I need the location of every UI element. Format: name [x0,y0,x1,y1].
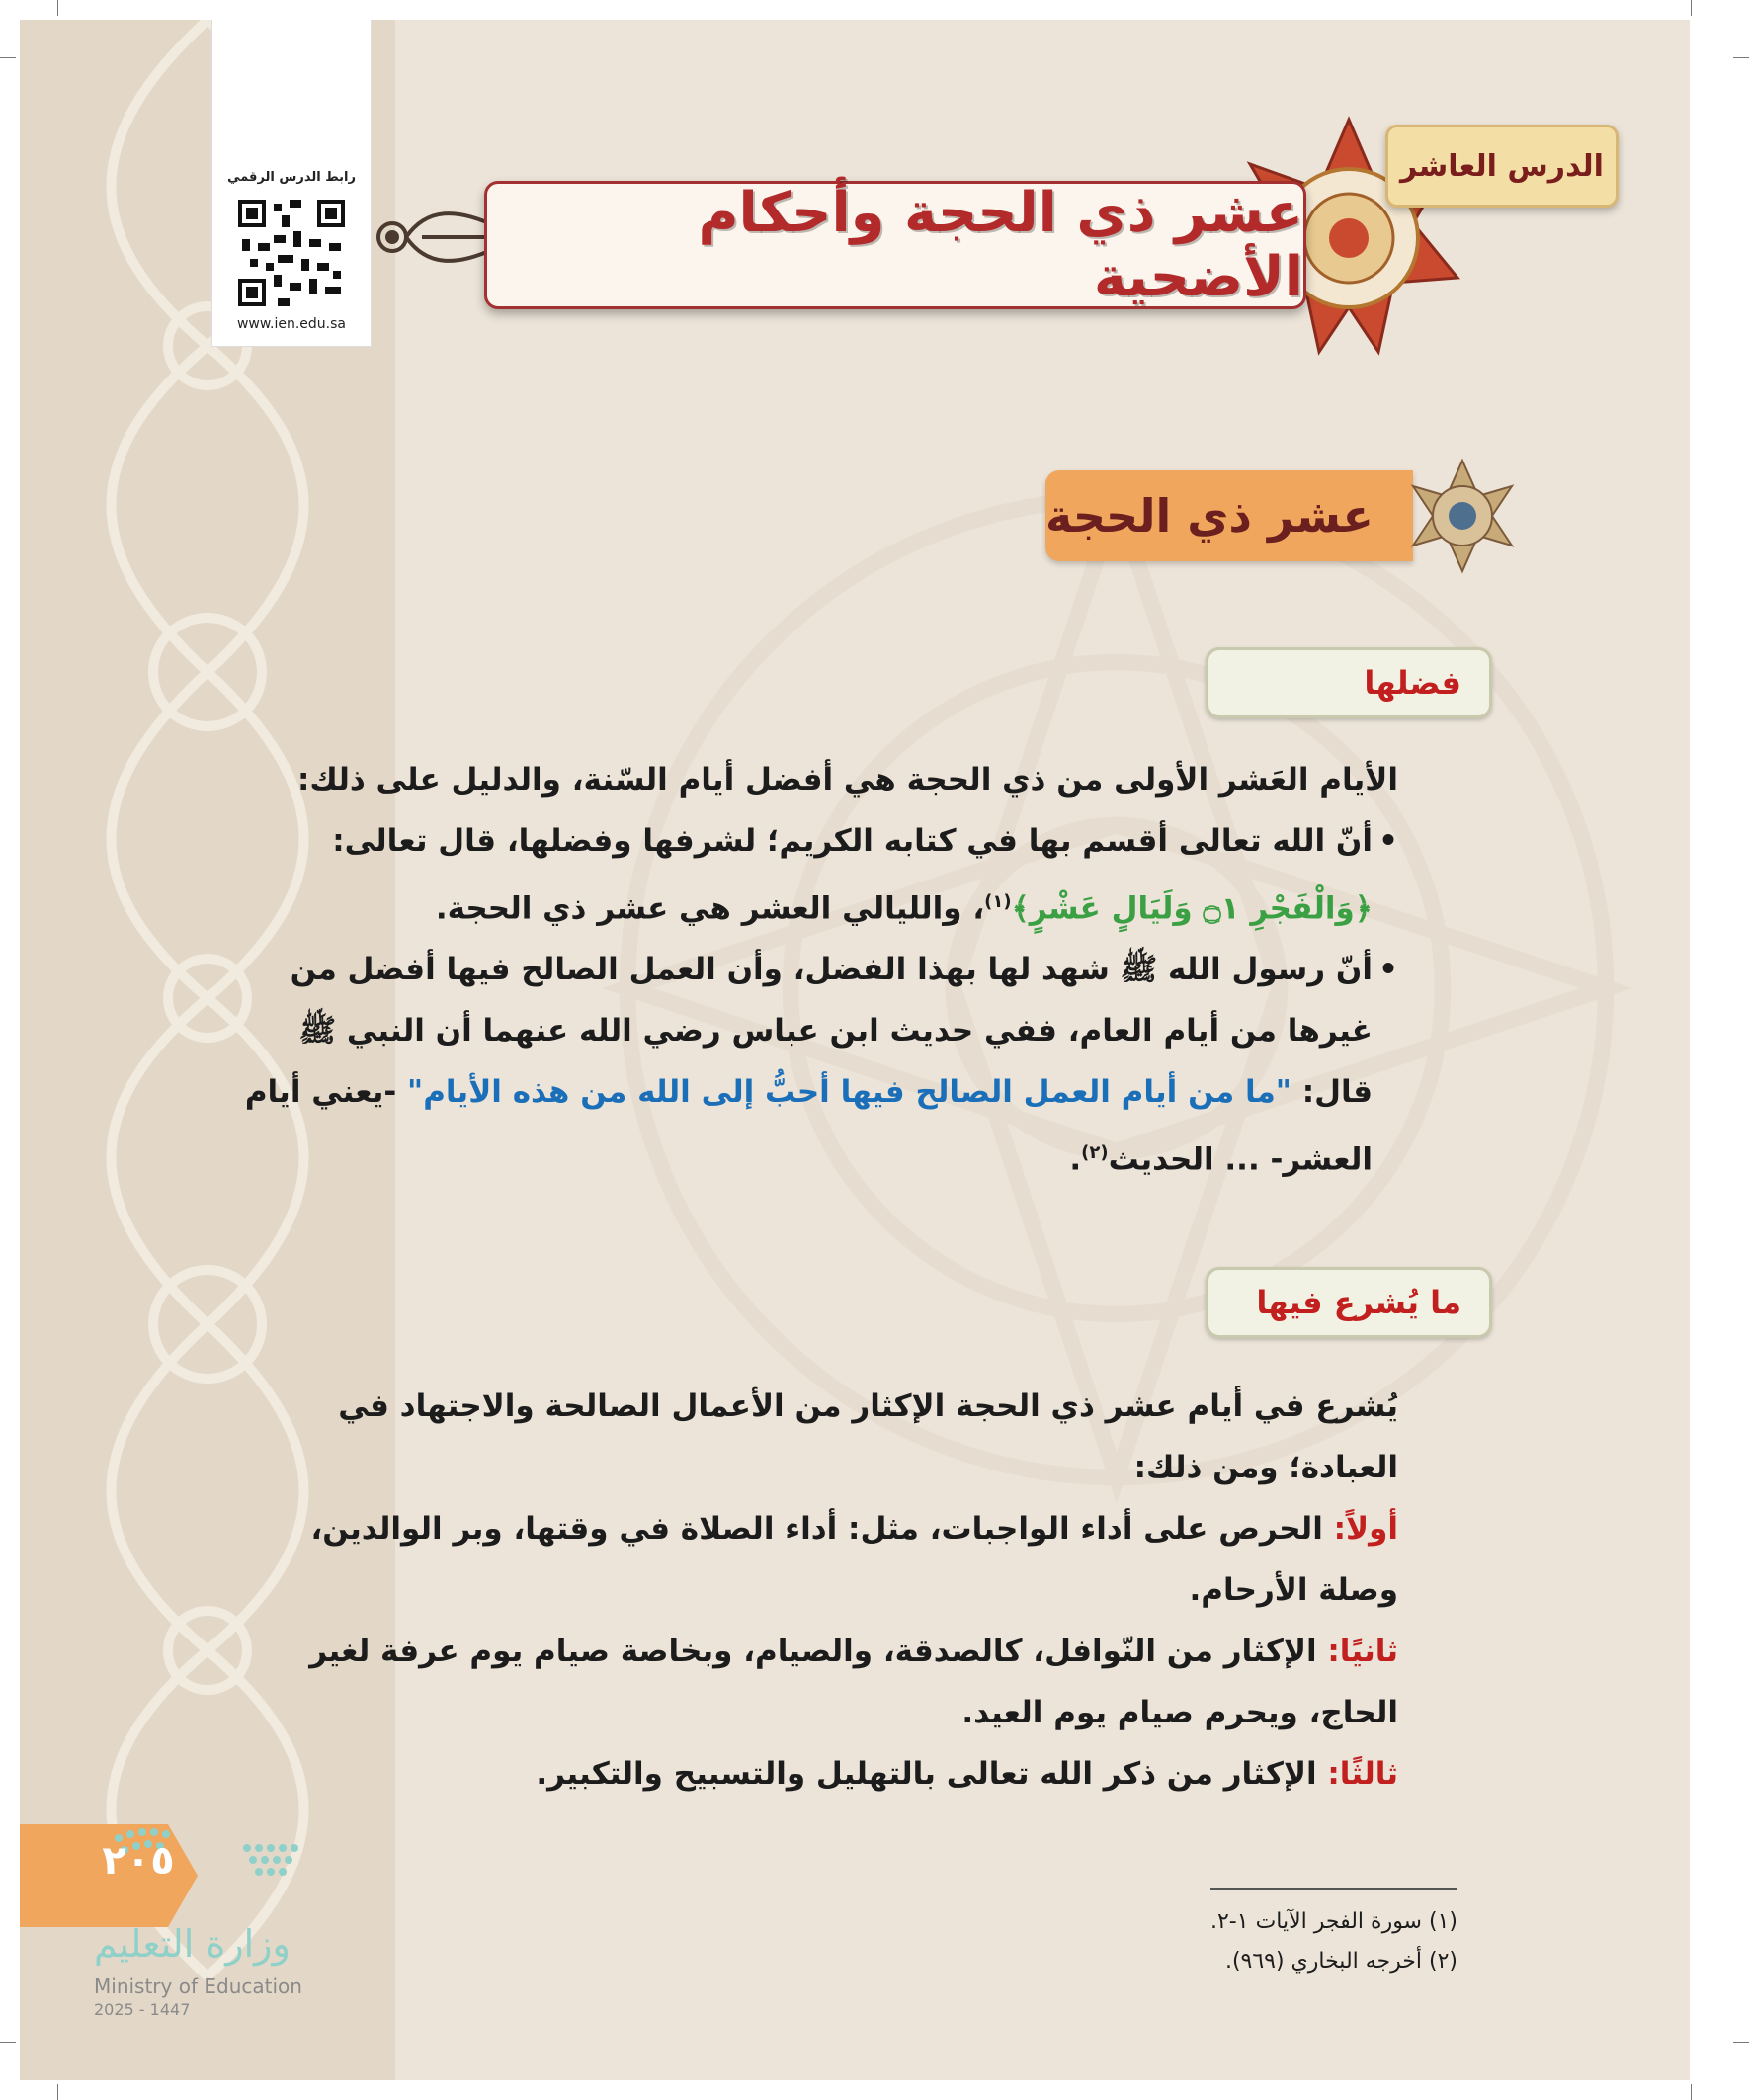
legislated-item-2-text: الإكثار من النّوافل، كالصدقة، والصيام، وبخاصة صيام يوم عرفة لغير الحاج، ويحرم صيام يوم العيد. [309,1634,1398,1730]
virtue-bullet-2-dot: . [1069,1141,1082,1178]
hadith-quote: "ما من أيام العمل الصالح فيها أحبُّ إلى الله من هذه الأيام" [407,1074,1291,1111]
lesson-title-banner [484,181,1306,309]
legislated-intro: يُشرع في أيام عشر ذي الحجة الإكثار من الأعمال الصالحة والاجتهاد في العبادة؛ ومن ذلك: [338,1388,1398,1485]
subheading-virtue-title: فضلها [1364,664,1461,702]
legislated-item-1 [232,1498,1398,1621]
subheading-virtue [1206,647,1492,718]
legislated-item-3-text: الإكثار من ذكر الله تعالى بالتهليل والتسبيح والتكبير. [536,1756,1328,1792]
virtue-intro: الأيام العَشر الأولى من ذي الحجة هي أفضل أيام السّنة، والدليل على ذلك: [296,762,1398,798]
virtue-bullet-2-end: -يعني أيام العشر- ... الحديث [244,1074,1373,1178]
qr-label: رابط الدرس الرقمي [227,170,356,185]
section-title: عشر ذي الحجة [1045,489,1374,543]
crop-mark [0,2042,16,2043]
lesson-number-badge [1385,125,1619,208]
crop-mark [0,57,16,58]
subheading-legislated-title: ما يُشرع فيها [1256,1284,1461,1321]
ministry-name-arabic: وزارة التعليم [94,1922,291,1966]
legislated-item-3-label: ثالثًا: [1327,1756,1398,1792]
legislated-content [232,1376,1398,1805]
legislated-item-2 [232,1621,1398,1743]
virtue-bullet-1 [232,810,1398,939]
virtue-bullet-1-text: أنّ الله تعالى أقسم بها في كتابه الكريم؛ لشرفها وفضلها، قال تعالى: [332,823,1373,859]
crop-mark [1691,2084,1692,2100]
subheading-legislated [1206,1267,1492,1338]
page-number: ٢٠٥ [102,1838,175,1884]
legislated-item-3 [232,1743,1398,1805]
legislated-item-2-label: ثانيًا: [1327,1634,1398,1669]
virtue-bullet-2-text: أنّ رسول الله ﷺ شهد لها بهذا الفضل، وأن العمل الصالح فيها أفضل من غيرها من أيام العام، ففي حديث ابن عباس رضي الله عنهما أن النبي ﷺ قال: [290,952,1373,1111]
ministry-name-english: Ministry of Education [94,1974,302,1998]
section-rosette-icon [1403,457,1522,575]
qr-panel [212,20,371,346]
legislated-item-1-text: الحرص على أداء الواجبات، مثل: أداء الصلاة في وقتها، وبر الوالدين، وصلة الأرحام. [310,1511,1398,1608]
footnote-1: (١) سورة الفجر الآيات ١-٢. [1209,1909,1458,1934]
footnote-divider [1210,1888,1458,1890]
virtue-bullet-1-end: ، والليالي العشر هي عشر ذي الحجة. [435,890,985,927]
virtue-content [232,749,1398,1191]
crop-mark [1691,0,1692,16]
lesson-number-label: الدرس العاشر [1400,148,1604,184]
crop-mark [1733,2042,1749,2043]
qr-url[interactable]: www.ien.edu.sa [236,316,347,332]
crop-mark [1733,57,1749,58]
textbook-page [20,20,1690,2080]
quran-verse: ﴿وَالْفَجْرِ ۝١ وَلَيَالٍ عَشْرٍ﴾ [1011,890,1373,927]
footnotes [1008,1902,1458,1981]
section-heading-banner [1045,470,1413,561]
edition-year: 2025 - 1447 [94,2000,191,2019]
crop-mark [57,0,58,16]
lesson-title: عشر ذي الحجة وأحكام الأضحية [698,181,1303,309]
footnote-2: (٢) أخرجه البخاري (٩٦٩). [1224,1949,1458,1974]
crop-mark [57,2084,58,2100]
footnote-ref-2: (٢) [1081,1142,1109,1164]
title-scroll-ornament [368,193,498,282]
qr-code-icon[interactable] [234,196,349,310]
virtue-bullet-2 [232,939,1398,1190]
legislated-item-1-label: أولاً: [1333,1511,1398,1547]
footnote-ref-1: (١) [984,891,1012,912]
